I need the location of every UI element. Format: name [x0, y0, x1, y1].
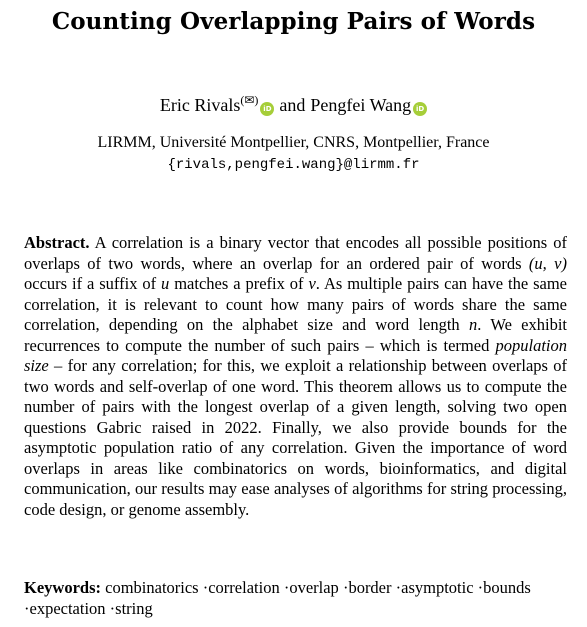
abstract	[24, 233, 567, 520]
math-pair-uv: (u, v)	[528, 253, 567, 273]
keyword: combinatorics	[105, 578, 199, 597]
keyword-list	[24, 578, 531, 618]
author-name: Eric Rivals	[159, 95, 241, 115]
author-list	[0, 93, 587, 116]
orcid-icon[interactable]: iD	[260, 102, 274, 116]
abstract-text: . We exhibit recurrences to compute the number of such pairs – which is termed	[24, 315, 567, 355]
author-email: {rivals,pengfei.wang}@lirmm.fr	[167, 157, 420, 173]
orcid-icon[interactable]: iD	[413, 102, 427, 116]
keyword: · expectation	[24, 599, 106, 618]
math-u: u	[161, 274, 170, 293]
author-connector: and	[279, 95, 306, 115]
keyword: · bounds	[474, 578, 531, 597]
abstract-text: . As multiple pairs can have the same correlation, it is relevant to count how many pairs of words share the same correlation, depending on the alphabet size and word length	[24, 274, 568, 334]
keywords	[24, 578, 567, 619]
abstract-label: Abstract.	[24, 233, 90, 252]
math-v: v	[308, 274, 316, 293]
keywords-label: Keywords:	[24, 578, 101, 597]
abstract-text: A correlation is a binary vector that encodes all possible positions of overlaps of two words, where an overlap for an ordered pair of words	[24, 233, 567, 273]
author-name: Pengfei Wang	[310, 95, 412, 115]
keyword: · string	[106, 599, 153, 618]
abstract-text: matches a prefix of	[169, 274, 309, 293]
paper-title: Counting Overlapping Pairs of Words	[51, 8, 536, 35]
term-population-size: population size	[24, 335, 567, 375]
abstract-text: – for any correlation; for this, we exploit a relationship between overlaps of two words and self-overlap of one word. This theorem allows us to compute the number of pairs with the longest overlap of a given length, solving two open questions Gabric raised in 2022. Finally, we also provide bounds for the asymptotic population ratio of any correlation. Given the importance of word overlaps in areas like combinatorics on words, bioinformatics, and digital communication, our results may ease analyses of algorithms for string processing, code design, or genome assembly.	[24, 356, 567, 519]
abstract-text: occurs if a suffix of	[24, 274, 162, 293]
keyword: · correlation	[199, 578, 280, 597]
affiliation: LIRMM, Université Montpellier, CNRS, Montpellier, France	[97, 134, 490, 151]
keyword: · overlap	[280, 578, 339, 597]
math-n: n	[468, 315, 478, 334]
keyword: · border	[339, 578, 392, 597]
corresponding-author-mark: (✉)	[240, 93, 259, 107]
keyword: · asymptotic	[392, 578, 474, 597]
